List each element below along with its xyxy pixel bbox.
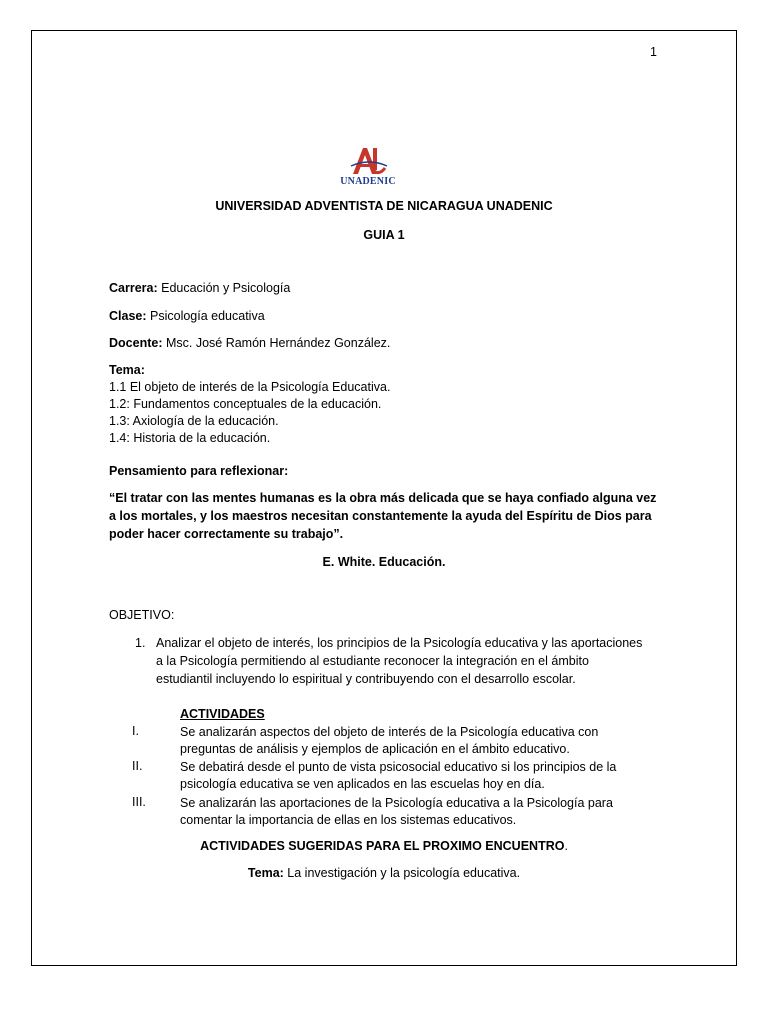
university-logo: [337, 146, 399, 188]
university-title: UNIVERSIDAD ADVENTISTA DE NICARAGUA UNADENIC: [215, 199, 553, 213]
objective-line: Analizar el objeto de interés, los principios de la Psicología educativa y las aportaciones: [156, 636, 643, 650]
clase-label: Clase:: [109, 309, 147, 323]
activities-title: ACTIVIDADES: [180, 707, 265, 721]
reflection-author: E. White. Educación.: [322, 555, 446, 569]
activity-line: psicología educativa se ven aplicados en las escuelas hoy en día.: [180, 777, 545, 791]
docente-line: [109, 336, 390, 350]
suggested-tema: [31, 866, 737, 880]
reflection-quote-line: “El tratar con las mentes humanas es la obra más delicada que se haya confiado alguna vez: [109, 491, 657, 505]
activity-numeral: I.: [132, 724, 139, 738]
objective-line: estudiantil incluyendo lo espiritual y contribuyendo con el desarrollo escolar.: [156, 672, 576, 686]
activity-line: comentar la importancia de ellas en los sistemas educativos.: [180, 813, 517, 827]
unadenic-logo-icon: [349, 146, 389, 176]
clase-line: [109, 309, 265, 323]
reflection-quote-line: a los mortales, y los maestros necesitan constantemente la ayuda del Espíritu de Dios para: [109, 509, 652, 523]
tema-item: 1.3: Axiología de la educación.: [109, 414, 279, 428]
activity-numeral: III.: [132, 795, 146, 809]
activity-line: Se analizarán aspectos del objeto de interés de la Psicología educativa con: [180, 725, 599, 739]
docente-value: Msc. José Ramón Hernández González.: [162, 336, 391, 350]
activity-numeral: II.: [132, 759, 143, 773]
objective-line: a la Psicología permitiendo al estudiante reconocer la integración en el ámbito: [156, 654, 589, 668]
clase-value: Psicología educativa: [146, 309, 265, 323]
activity-item: [180, 724, 598, 758]
suggested-title-text: ACTIVIDADES SUGERIDAS PARA EL PROXIMO ENCUENTRO: [200, 839, 565, 853]
objective-number: 1.: [135, 636, 146, 650]
tema-item: 1.4: Historia de la educación.: [109, 431, 271, 445]
tema-item: 1.1 El objeto de interés de la Psicología Educativa.: [109, 380, 391, 394]
reflection-label: Pensamiento para reflexionar:: [109, 464, 289, 478]
carrera-value: Educación y Psicología: [157, 281, 291, 295]
activity-item: [180, 759, 616, 793]
tema-label: Tema:: [109, 363, 145, 377]
reflection-quote-line: poder hacer correctamente su trabajo”.: [109, 527, 344, 541]
logo-text: UNADENIC: [340, 176, 396, 187]
suggested-title-end: .: [564, 839, 568, 853]
tema-item: 1.2: Fundamentos conceptuales de la educación.: [109, 397, 382, 411]
suggested-tema-label: Tema:: [247, 866, 284, 880]
docente-label: Docente:: [109, 336, 163, 350]
carrera-label: Carrera:: [109, 281, 158, 295]
carrera-line: [109, 281, 290, 295]
page-number: 1: [650, 45, 657, 59]
suggested-title: [31, 839, 737, 853]
objective-label: OBJETIVO:: [109, 608, 175, 622]
activity-line: preguntas de análisis y ejemplos de aplicación en el ámbito educativo.: [180, 742, 570, 756]
activity-item: [180, 795, 613, 829]
activity-line: Se debatirá desde el punto de vista psicosocial educativo si los principios de la: [180, 760, 617, 774]
guide-title: GUIA 1: [363, 228, 405, 242]
suggested-tema-value: La investigación y la psicología educativa.: [283, 866, 521, 880]
activity-line: Se analizarán las aportaciones de la Psicología educativa a la Psicología para: [180, 796, 613, 810]
